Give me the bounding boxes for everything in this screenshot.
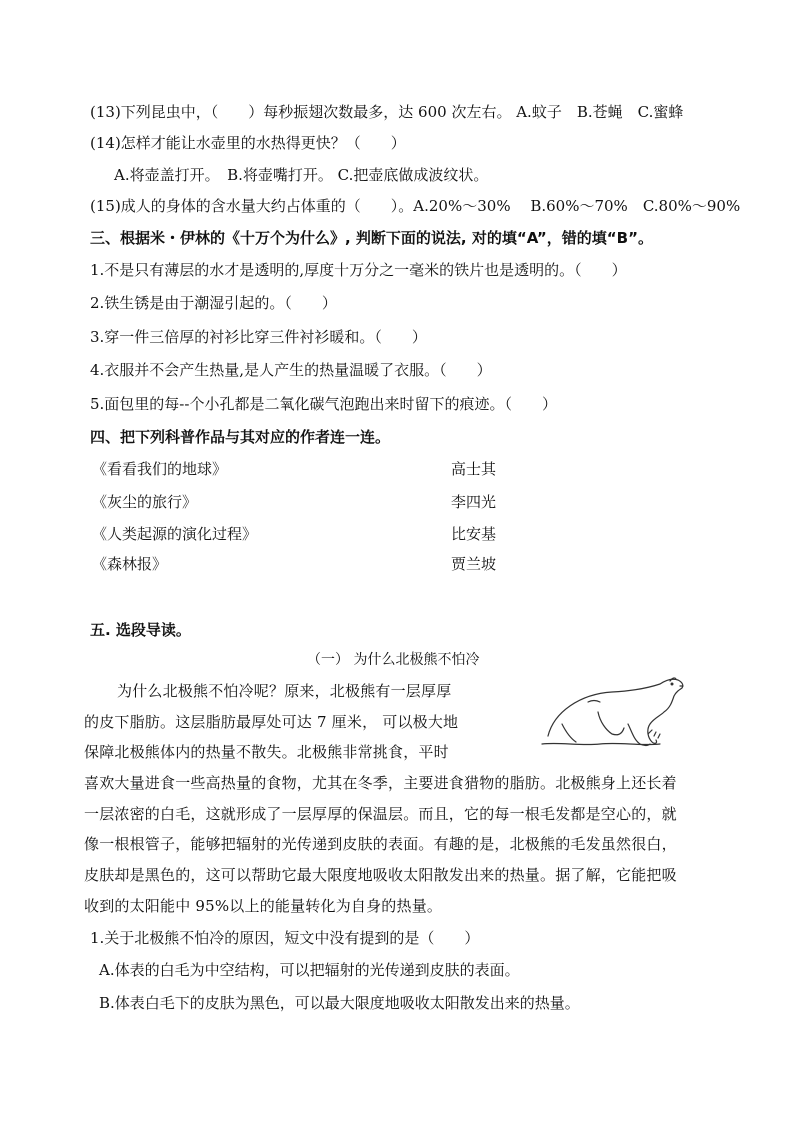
polar-bear-illustration (540, 672, 690, 754)
work-3: 《人类起源的演化过程》 (92, 525, 258, 543)
passage-line-8: 收到的太阳能中 95%以上的能量转化为自身的热量。 (84, 897, 443, 915)
q13-line: (13)下列昆虫中，（ ）每秒振翅次数最多，达 600 次左右。 A.蚊子 B.苍蝇 C.蜜蜂 (90, 103, 684, 121)
passage-title: （一） 为什么北极熊不怕冷 (307, 652, 480, 668)
section3-item-2: 2.铁生锈是由于潮湿引起的。（ ） (90, 294, 337, 312)
q14-options: A.将壶盖打开。 B.将壶嘴打开。 C.把壶底做成波纹状。 (114, 166, 489, 184)
section3-item-3: 3.穿一件三倍厚的衬衫比穿三件衬衫暖和。（ ） (90, 328, 427, 346)
section3-item-1: 1.不是只有薄层的水才是透明的,厚度十万分之一毫米的铁片也是透明的。（ ） (90, 261, 627, 279)
section5-q1-option-b: B.体表白毛下的皮肤为黑色，可以最大限度地吸收太阳散发出来的热量。 (99, 994, 580, 1012)
passage-line-1: 为什么北极熊不怕冷呢？原来，北极熊有一层厚厚 (117, 682, 452, 700)
section5-q1-option-a: A.体表的白毛为中空结构，可以把辐射的光传递到皮肤的表面。 (99, 961, 520, 979)
section3-item-5: 5.面包里的每--个小孔都是二氧化碳气泡跑出来时留下的痕迹。（ ） (90, 395, 557, 413)
q14-line: (14)怎样才能让水壶里的水热得更快？（ ） (90, 134, 406, 152)
section3-item-4: 4.衣服并不会产生热量,是人产生的热量温暖了衣服。（ ） (90, 361, 492, 379)
author-1: 高士其 (451, 460, 497, 478)
passage-line-2: 的皮下脂肪。这层脂肪最厚处可达 7 厘米， 可以极大地 (84, 713, 459, 731)
section3-heading: 三、根据米・伊林的《十万个为什么》, 判断下面的说法, 对的填“A”，错的填“B”。 (90, 229, 653, 247)
author-4: 贾兰坡 (451, 555, 497, 573)
passage-line-6: 像一根根管子，能够把辐射的光传递到皮肤的表面。有趣的是，北极熊的毛发虽然很白， (84, 835, 677, 853)
author-3: 比安基 (451, 525, 497, 543)
q15-line: (15)成人的身体的含水量大约占体重的（ ）。A.20%～30% B.60%～70% C.80%～90% (90, 197, 741, 215)
work-4: 《森林报》 (92, 555, 168, 573)
work-1: 《看看我们的地球》 (92, 460, 228, 478)
passage-line-5: 一层浓密的白毛，这就形成了一层厚厚的保温层。而且，它的每一根毛发都是空心的，就 (84, 805, 677, 823)
passage-line-4: 喜欢大量进食一些高热量的食物，尤其在冬季，主要进食猎物的脂肪。北极熊身上还长着 (84, 774, 677, 792)
passage-line-3: 保障北极熊体内的热量不散失。北极熊非常挑食，平时 (84, 743, 449, 761)
passage-line-7: 皮肤却是黑色的，这可以帮助它最大限度地吸收太阳散发出来的热量。据了解，它能把吸 (84, 866, 677, 884)
section5-heading: 五. 选段导读。 (90, 621, 191, 639)
author-2: 李四光 (451, 493, 497, 511)
section5-q1: 1.关于北极熊不怕冷的原因，短文中没有提到的是（ ） (90, 929, 480, 947)
section4-heading: 四、把下列科普作品与其对应的作者连一连。 (90, 428, 391, 446)
work-2: 《灰尘的旅行》 (92, 493, 198, 511)
